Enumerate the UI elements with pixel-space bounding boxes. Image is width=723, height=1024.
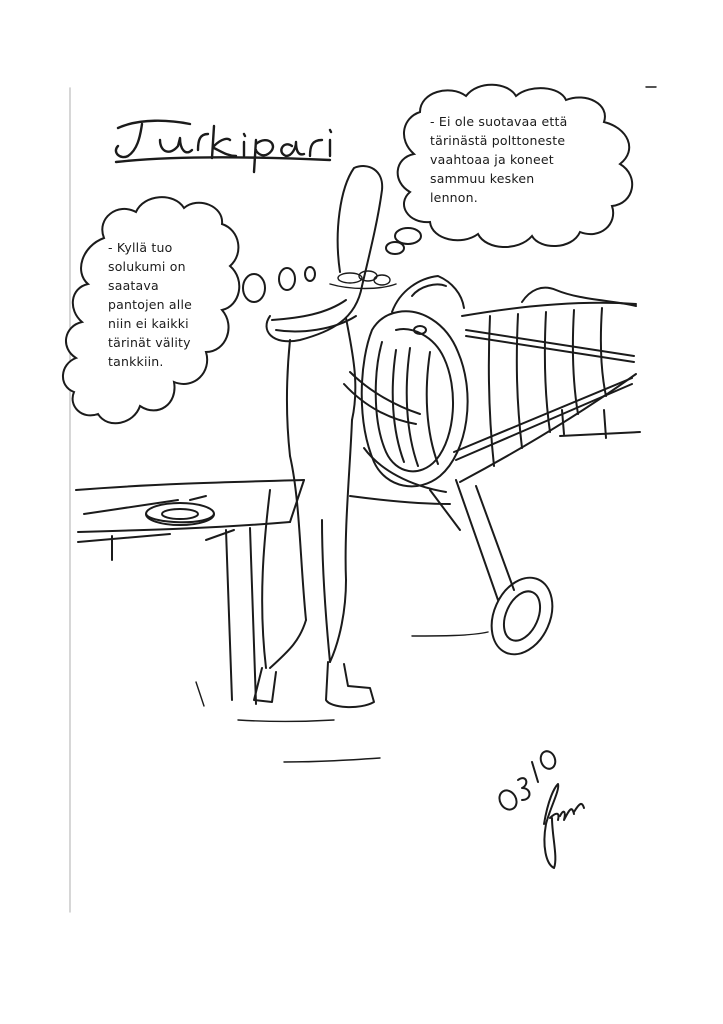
workbench xyxy=(76,480,304,704)
left-bubble-text: - Kyllä tuo solukumi on saatava pantojen alle niin ei kaikki tärinät välity tankkiin. xyxy=(108,240,193,369)
title-lettering xyxy=(116,121,331,172)
propeller xyxy=(267,166,383,341)
airplane-fuselage xyxy=(350,276,640,664)
right-bubble-text: - Ei ole suotavaa että tärinästä polttoneste vaahtoaa ja koneet sammuu kesken lennon. xyxy=(430,114,568,205)
floor-lines xyxy=(196,632,488,762)
signature-mark xyxy=(490,728,590,878)
